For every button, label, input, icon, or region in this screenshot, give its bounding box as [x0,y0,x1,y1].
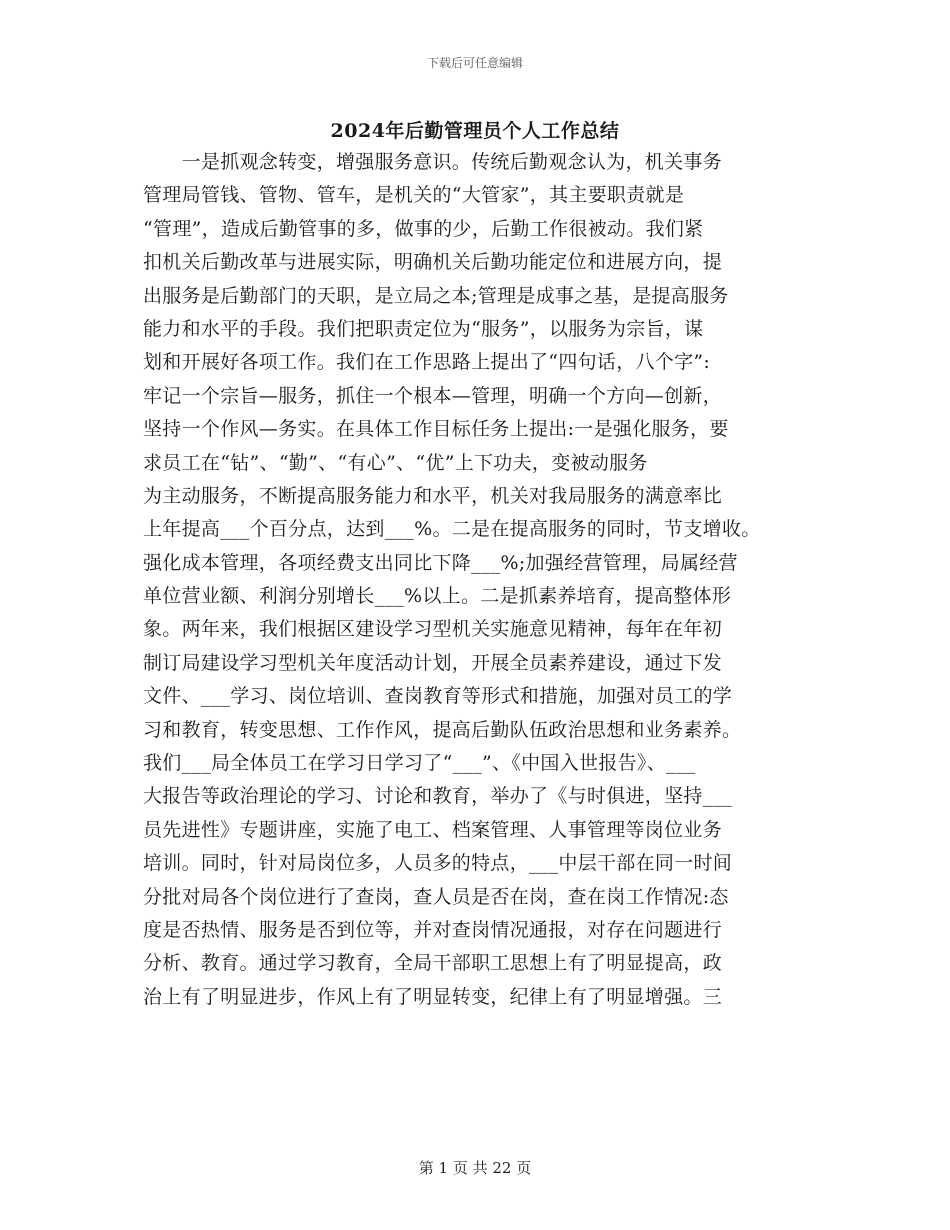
body-line: 单位营业额、利润分别增长___%以上。二是抓素养培育，提高整体形 [143,585,732,608]
body-line: 一是抓观念转变，增强服务意识。传统后勤观念认为，机关事务 [143,151,723,173]
body-line: 划和开展好各项工作。我们在工作思路上提出了“四句话，八个字”: [143,351,711,374]
body-line: 度是否热情、服务是否到位等，并对查岗情况通报，对存在问题进行 [143,918,723,941]
body-line: 牢记一个宗旨—服务，抓住一个根本—管理，明确一个方向—创新， [143,384,723,407]
body-line: 求员工在“钻”、“勤”、“有心”、“优”上下功夫，变被动服务 [143,451,648,474]
page-header-note: 下载后可任意编辑 [426,56,523,70]
body-line: 上年提高___个百分点，达到___%。二是在提高服务的同时，节支增收。 [143,518,761,541]
body-line: 坚持一个作风—务实。在具体工作目标任务上提出:一是强化服务，要 [143,418,729,441]
body-line: 培训。同时，针对局岗位多，人员多的特点，___中层干部在同一时间 [143,852,733,875]
body-line: 我们___局全体员工在学习日学习了“___”、《中国入世报告》、___ [143,752,696,775]
body-line: 大报告等政治理论的学习、讨论和教育，举办了《与时俱进，坚持___ [143,785,733,808]
body-line: 扣机关后勤改革与进展实际，明确机关后勤功能定位和进展方向，提 [143,251,723,274]
body-line: 出服务是后勤部门的天职，是立局之本;管理是成事之基，是提高服务 [143,284,729,307]
body-line: 管理局管钱、管物、管车，是机关的“大管家”，其主要职责就是 [143,184,685,207]
body-line: 习和教育，转变思想、工作作风，提高后勤队伍政治思想和业务素养。 [143,718,742,741]
page-footer: 第 1 页 共 22 页 [418,1159,532,1177]
body-line: 分析、教育。通过学习教育，全局干部职工思想上有了明显提高，政 [143,952,723,975]
body-line: 文件、___学习、岗位培训、查岗教育等形式和措施，加强对员工的学 [143,685,733,708]
document-body [143,146,803,1014]
body-line: 能力和水平的手段。我们把职责定位为“服务”，以服务为宗旨，谋 [143,317,704,340]
body-line: 治上有了明显进步，作风上有了明显转变，纪律上有了明显增强。三 [143,985,723,1008]
body-line: 分批对局各个岗位进行了查岗，查人员是否在岗，查在岗工作情况:态 [143,885,729,908]
body-line: 强化成本管理，各项经费支出同比下降___%;加强经营管理，局属经营 [143,551,738,574]
body-line: 为主动服务，不断提高服务能力和水平，机关对我局服务的满意率比 [143,484,723,507]
body-line: 象。两年来，我们根据区建设学习型机关实施意见精神，每年在年初 [143,618,723,641]
body-line: “管理”，造成后勤管事的多，做事的少，后勤工作很被动。我们紧 [143,217,704,240]
body-line: 制订局建设学习型机关年度活动计划，开展全员素养建设，通过下发 [143,651,723,674]
document-title: 2024年后勤管理员个人工作总结 [330,120,620,142]
body-line: 员先进性》专题讲座，实施了电工、档案管理、人事管理等岗位业务 [143,818,723,841]
